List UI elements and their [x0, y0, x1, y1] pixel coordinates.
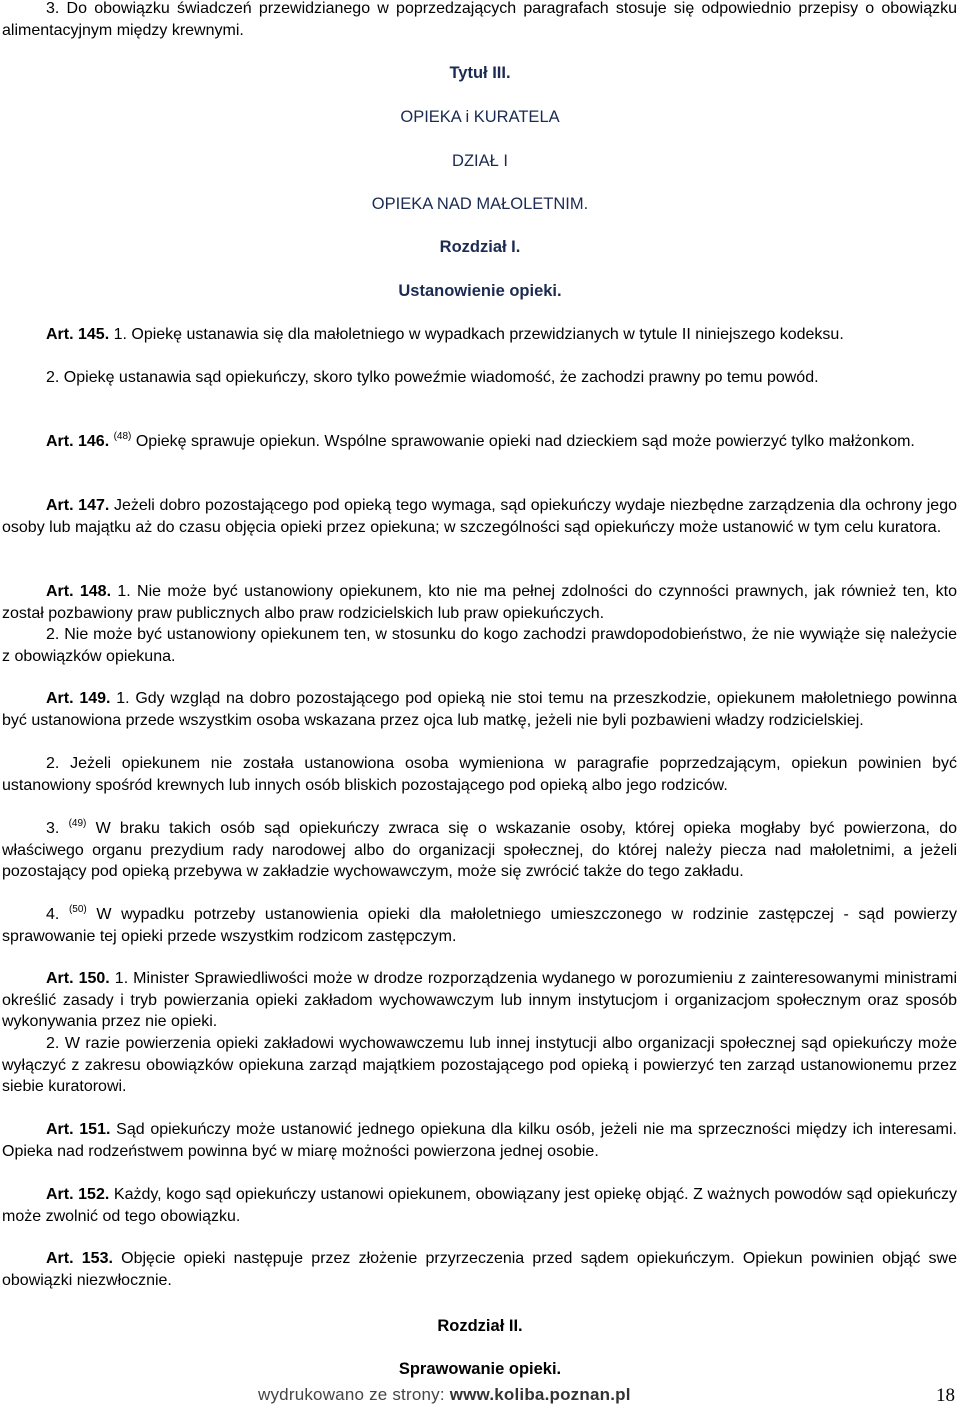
chapter-subheading: Ustanowienie opieki.	[398, 282, 562, 300]
article-150-para-2	[2, 1033, 957, 1098]
paragraph-text: W braku takich osób sąd opiekuńczy zwraca się o wskazanie osoby, której opieka mogłaby być powierzona, do właściwego organu prezydium rady narodowej albo do organizacji społecznej, do której należy piecza nad małoletnimi, a jeżeli pozostający pod opieką przebywa w zakładzie wychowawczym, może się zwrócić także do tego zakładu.	[2, 820, 958, 880]
chapter-2-subheading: Sprawowanie opieki.	[398, 1360, 562, 1378]
paragraph-number: 4.	[46, 906, 60, 923]
article-label: Art. 150.	[46, 970, 110, 987]
footnote-marker: (50)	[68, 904, 87, 915]
article-146	[2, 431, 957, 453]
paragraph-text: Jeżeli dobro pozostającego pod opieką tego wymaga, sąd opiekuńczy wydaje niezbędne zarządzenia dla ochrony jego osoby lub majątku aż do czasu objęcia opieki przez opiekuna; w szczególności sąd opiekuńczy może ustanowić w tym celu kuratora.	[2, 497, 958, 536]
article-150-para-1	[2, 968, 957, 1033]
article-label: Art. 153.	[46, 1250, 113, 1267]
chapter-heading: Rozdział I.	[439, 238, 521, 256]
paragraph-text: 2. W razie powierzenia opieki zakładowi wychowawczemu lub innej instytucji albo organizacji społecznej sąd opiekuńczy może wyłączyć z zakresu obowiązków opiekuna zarząd majątkiem pozostającego pod opieką i powierzyć ten zarząd ustanowionemu przez siebie kuratorowi.	[2, 1035, 957, 1095]
paragraph-obligation-3	[2, 0, 957, 41]
title-heading: Tytuł III.	[449, 64, 511, 82]
article-label: Art. 151.	[46, 1121, 111, 1138]
page-number: 18	[936, 1385, 955, 1406]
article-152	[2, 1184, 957, 1227]
footer-source	[258, 1385, 631, 1405]
page-footer	[0, 1385, 960, 1409]
article-label: Art. 145.	[46, 326, 110, 343]
paragraph-text: 3. Do obowiązku świadczeń przewidzianego w poprzedzających paragrafach stosuje się odpowiednio przepisy o obowiązku alimentacyjnym między krewnymi.	[2, 0, 957, 39]
paragraph-text: 2. Nie może być ustanowiony opiekunem ten, w stosunku do kogo zachodzi prawdopodobieństwo, że nie wywiąże się należycie z obowiązków opiekuna.	[2, 626, 957, 665]
article-153	[2, 1248, 957, 1291]
chapter-2-heading: Rozdział II.	[437, 1317, 523, 1335]
paragraph-text: 1. Opiekę ustanawia się dla małoletniego w wypadkach przewidzianych w tytule II niniejszego kodeksu.	[113, 326, 844, 343]
article-label: Art. 147.	[46, 497, 110, 514]
footnote-marker: (49)	[68, 818, 87, 829]
paragraph-text: Sąd opiekuńczy może ustanowić jednego opiekuna dla kilku osób, jeżeli nie ma sprzeczności między ich interesami. Opieka nad rodzeństwem powinna być w miarę możności powierzona jednej osobie.	[2, 1121, 957, 1160]
paragraph-text: 1. Gdy wzgląd na dobro pozostającego pod opieką nie stoi temu na przeszkodzie, opiekunem małoletniego powinna być ustanowiona przede wszystkim osoba wskazana przez ojca lub matkę, jeżeli nie byli pozbawieni władzy rodzicielskiej.	[2, 690, 957, 729]
article-148-para-1	[2, 581, 957, 624]
division-subheading: OPIEKA NAD MAŁOLETNIM.	[371, 195, 589, 213]
paragraph-text: 2. Jeżeli opiekunem nie została ustanowiona osoba wymieniona w paragrafie poprzedzającym, opiekun powinien być ustanowiony spośród krewnych lub innych osób bliskich pozostającego pod opieką albo jego rodziców.	[2, 755, 957, 794]
title-subheading: OPIEKA i KURATELA	[400, 108, 560, 126]
article-148-para-2	[2, 624, 957, 667]
article-label: Art. 148.	[46, 583, 112, 600]
article-149-para-2	[2, 753, 957, 796]
article-149-para-1	[2, 688, 957, 731]
footer-site-link[interactable]: www.koliba.poznan.pl	[449, 1385, 631, 1404]
paragraph-text: 2. Opiekę ustanawia sąd opiekuńczy, skoro tylko poweźmie wiadomość, że zachodzi prawny po temu powód.	[46, 369, 819, 386]
paragraph-number: 3.	[46, 820, 60, 837]
article-145-para-1	[2, 324, 957, 346]
article-label: Art. 149.	[46, 690, 111, 707]
article-label: Art. 146.	[46, 433, 110, 450]
article-149-para-4	[2, 904, 957, 947]
article-145-para-2	[2, 367, 957, 389]
article-147	[2, 495, 957, 538]
paragraph-text: Objęcie opieki następuje przez złożenie przyrzeczenia przed sądem opiekuńczym. Opiekun powinien objąć swe obowiązki niezwłocznie.	[2, 1250, 958, 1289]
footer-prefix: wydrukowano ze strony:	[258, 1385, 450, 1404]
article-151	[2, 1119, 957, 1162]
paragraph-text: 1. Minister Sprawiedliwości może w drodze rozporządzenia wydanego w porozumieniu z zainteresowanymi ministrami określić zasady i tryb powierzania opieki zakładom wychowawczym lub innym instytucjom i organizacjom społecznym oraz sposób wykonywania przez nie opieki.	[2, 970, 958, 1030]
article-label: Art. 152.	[46, 1186, 110, 1203]
division-heading: DZIAŁ I	[452, 152, 508, 170]
footnote-marker: (48)	[113, 431, 132, 442]
paragraph-text: W wypadku potrzeby ustanowienia opieki dla małoletniego umieszczonego w rodzinie zastępczej - sąd powierzy sprawowanie tej opieki przede wszystkim rodzicom zastępczym.	[2, 906, 957, 945]
paragraph-text: Każdy, kogo sąd opiekuńczy ustanowi opiekunem, obowiązany jest opiekę objąć. Z ważnych powodów sąd opiekuńczy może zwolnić od tego obowiązku.	[2, 1186, 958, 1225]
paragraph-text: Opiekę sprawuje opiekun. Wspólne sprawowanie opieki nad dzieckiem sąd może powierzyć tylko małżonkom.	[135, 433, 915, 450]
paragraph-text: 1. Nie może być ustanowiony opiekunem, kto nie ma pełnej zdolności do czynności prawnych, jak również ten, kto został pozbawiony praw publicznych albo praw rodzicielskich lub praw opiekuńczych.	[2, 583, 957, 622]
article-149-para-3	[2, 818, 957, 883]
